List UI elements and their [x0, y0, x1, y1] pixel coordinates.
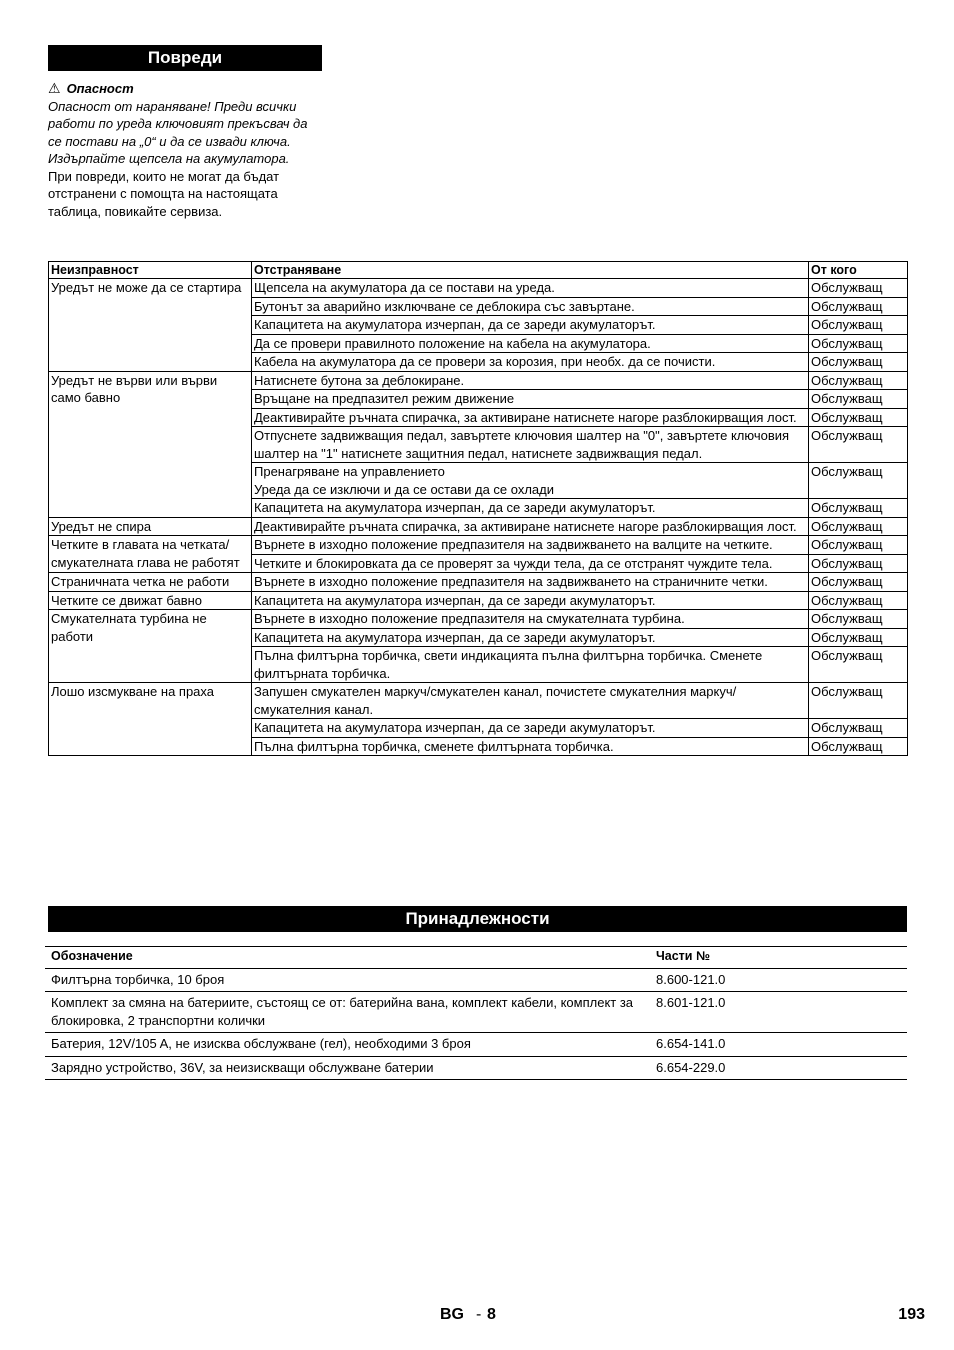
danger-notice: [48, 80, 323, 220]
fault-cell: Четките в главата на четката/ смукателната глава не работят: [49, 536, 252, 573]
by-cell: Обслужващ: [809, 683, 908, 719]
by-cell: Обслужващ: [809, 463, 908, 499]
remedy-cell: Четките и блокировката да се проверят за чужди тела, да се отстранят чуждите тела.: [252, 554, 809, 573]
table-row: [49, 536, 908, 555]
table-row: [49, 279, 908, 298]
remedy-cell: Капацитета на акумулатора изчерпан, да се зареди акумулаторът.: [252, 591, 809, 610]
table-row: [49, 517, 908, 536]
by-cell: Обслужващ: [809, 390, 908, 409]
accessories-section-title: Принадлежности: [48, 906, 907, 932]
table-row: [45, 1056, 907, 1080]
fault-cell: Страничната четка не работи: [49, 573, 252, 592]
by-cell: Обслужващ: [809, 628, 908, 647]
by-cell: Обслужващ: [809, 297, 908, 316]
part-number-cell: 6.654-229.0: [650, 1056, 907, 1080]
by-cell: Обслужващ: [809, 499, 908, 518]
remedy-cell: Връщане на предпазител режим движение: [252, 390, 809, 409]
table-row: [49, 610, 908, 629]
warning-heading: [48, 80, 323, 98]
fault-cell: Уредът не спира: [49, 517, 252, 536]
remedy-cell: Кабела на акумулатора да се провери за корозия, при необх. да се почисти.: [252, 353, 809, 372]
fault-cell: Смукателната турбина не работи: [49, 610, 252, 683]
remedy-cell: Капацитета на акумулатора изчерпан, да се зареди акумулаторът.: [252, 719, 809, 738]
remedy-cell: Върнете в изходно положение предпазителя на задвижването на страничните четки.: [252, 573, 809, 592]
by-cell: Обслужващ: [809, 647, 908, 683]
by-cell: Обслужващ: [809, 334, 908, 353]
remedy-cell: Пълна филтърна торбичка, свети индикацията пълна филтърна торбичка. Сменете филтърната торбичка.: [252, 647, 809, 683]
remedy-cell: Деактивирайте ръчната спирачка, за активиране натиснете нагоре разблокирващия лост.: [252, 517, 809, 536]
header-designation: Обозначение: [45, 947, 650, 969]
header-by: От кого: [809, 262, 908, 279]
table-row: [45, 1033, 907, 1057]
warning-triangle-icon: ⚠: [48, 80, 61, 96]
header-part-no: Части №: [650, 947, 907, 969]
by-cell: Обслужващ: [809, 573, 908, 592]
by-cell: Обслужващ: [809, 371, 908, 390]
accessories-table-header: [45, 947, 907, 969]
remedy-cell: Пълна филтърна торбичка, сменете филтърната торбичка.: [252, 737, 809, 756]
footer-language: BG: [440, 1306, 464, 1323]
by-cell: Обслужващ: [809, 353, 908, 372]
header-fault: Неизправност: [49, 262, 252, 279]
warning-label: Опасност: [66, 81, 134, 96]
by-cell: Обслужващ: [809, 610, 908, 629]
by-cell: Обслужващ: [809, 536, 908, 555]
page-footer: [0, 1306, 954, 1328]
table-row: [49, 573, 908, 592]
fault-cell: Четките се движат бавно: [49, 591, 252, 610]
remedy-cell: Отпуснете задвижващия педал, завъртете ключовия шалтер на "0", завъртете ключовия шалтер на "1" натиснете защитния педал, натиснете задвижващия педал.: [252, 427, 809, 463]
footer-section-page: 8: [487, 1306, 496, 1323]
accessories-table: [45, 946, 907, 1080]
part-number-cell: 6.654-141.0: [650, 1033, 907, 1057]
remedy-cell: Щепсела на акумулатора да се постави на уреда.: [252, 279, 809, 298]
by-cell: Обслужващ: [809, 554, 908, 573]
by-cell: Обслужващ: [809, 591, 908, 610]
remedy-cell: Върнете в изходно положение предпазителя на смукателната турбина.: [252, 610, 809, 629]
table-row: [49, 371, 908, 390]
remedy-cell: Капацитета на акумулатора изчерпан, да се зареди акумулаторът.: [252, 316, 809, 335]
by-cell: Обслужващ: [809, 279, 908, 298]
designation-cell: Филтърна торбичка, 10 броя: [45, 968, 650, 992]
remedy-cell: Върнете в изходно положение предпазителя на задвижването на валците на четките.: [252, 536, 809, 555]
remedy-cell: Бутонът за аварийно изключване се деблокира със завъртане.: [252, 297, 809, 316]
table-row: [45, 968, 907, 992]
fault-cell: Уредът не може да се стартира: [49, 279, 252, 372]
remedy-cell: Деактивирайте ръчната спирачка, за активиране натиснете нагоре разблокирващия лост.: [252, 408, 809, 427]
designation-cell: Комплект за смяна на батериите, състоящ се от: батерийна вана, комплект кабели, комплект за блокировка, 2 транспортни колички: [45, 992, 650, 1033]
remedy-cell: Пренагряване на управлението Уреда да се изключи и да се остави да се охлади: [252, 463, 809, 499]
remedy-cell: Капацитета на акумулатора изчерпан, да се зареди акумулаторът.: [252, 499, 809, 518]
by-cell: Обслужващ: [809, 517, 908, 536]
remedy-cell: Капацитета на акумулатора изчерпан, да се зареди акумулаторът.: [252, 628, 809, 647]
by-cell: Обслужващ: [809, 427, 908, 463]
part-number-cell: 8.601-121.0: [650, 992, 907, 1033]
table-row: [49, 683, 908, 719]
by-cell: Обслужващ: [809, 316, 908, 335]
header-remedy: Отстраняване: [252, 262, 809, 279]
faults-section-title: Повреди: [48, 45, 322, 71]
footer-separator: -: [476, 1306, 482, 1323]
remedy-cell: Натиснете бутона за деблокиране.: [252, 371, 809, 390]
warning-text: Опасност от нараняване! Преди всички работи по уреда ключовият прекъсвач да се постави на „0“ и да се извади ключа. Издърпайте щепсела на акумулатора.: [48, 98, 308, 166]
part-number-cell: 8.600-121.0: [650, 968, 907, 992]
by-cell: Обслужващ: [809, 737, 908, 756]
fault-cell: Лошо изсмукване на праха: [49, 683, 252, 756]
remedy-cell: Да се провери правилното положение на кабела на акумулатора.: [252, 334, 809, 353]
fault-cell: Уредът не върви или върви само бавно: [49, 371, 252, 517]
table-row: [49, 591, 908, 610]
by-cell: Обслужващ: [809, 408, 908, 427]
designation-cell: Зарядно устройство, 36V, за неизискващи обслужване батерии: [45, 1056, 650, 1080]
designation-cell: Батерия, 12V/105 A, не изисква обслужване (гел), необходими 3 броя: [45, 1033, 650, 1057]
faults-table: [48, 261, 908, 756]
by-cell: Обслужващ: [809, 719, 908, 738]
page-number: 193: [898, 1306, 925, 1323]
table-row: [45, 992, 907, 1033]
remedy-cell: Запушен смукателен маркуч/смукателен канал, почистете смукателния маркуч/ смукателния канал.: [252, 683, 809, 719]
service-note: При повреди, които не могат да бъдат отстранени с помощта на настоящата таблица, повикайте сервиза.: [48, 168, 280, 219]
faults-table-header: [49, 262, 908, 279]
